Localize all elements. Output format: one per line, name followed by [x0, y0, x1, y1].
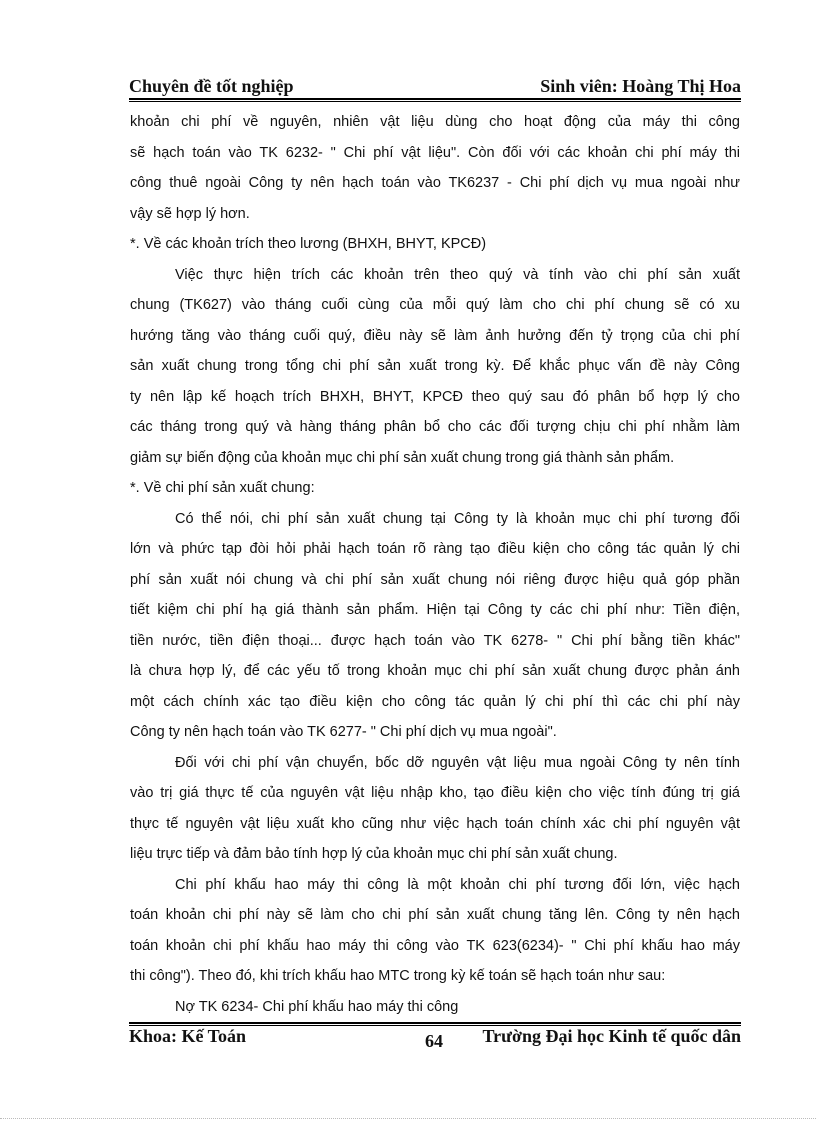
- text-line: phí sản xuất nói chung và chi phí sản xuất chung nói riêng được hiệu quả góp phần: [130, 571, 740, 588]
- text-line: công thuê ngoài Công ty nên hạch toán vào TK6237 - Chi phí dịch vụ mua ngoài như: [130, 175, 740, 191]
- page-footer: [129, 1026, 741, 1056]
- header-document-type: Chuyên đề tốt nghiệp: [129, 76, 294, 96]
- page-bottom-divider: [0, 1118, 816, 1119]
- text-line: chung (TK627) vào tháng cuối cùng của mỗi quý làm cho chi phí chung sẽ có xu: [130, 297, 740, 313]
- text-line: Việc thực hiện trích các khoản trên theo quý và tính vào chi phí sản xuất: [175, 266, 740, 283]
- text-line: thực tế nguyên vật liệu xuất kho cũng như việc hạch toán chính xác chi phí nguyên vật: [130, 815, 740, 832]
- text-line: lớn và phức tạp đòi hỏi phải hạch toán rõ ràng tạo điều kiện cho công tác quản lý chi: [130, 541, 740, 557]
- text-line: là chưa hợp lý, để các yếu tố trong khoản mục chi phí sản xuất chung được phản ánh: [130, 663, 740, 679]
- section-heading: *. Về chi phí sản xuất chung:: [130, 480, 315, 496]
- body-text: [130, 107, 740, 1022]
- footer-university: Trường Đại học Kinh tế quốc dân: [482, 1026, 741, 1046]
- header-rule-thin: [129, 101, 741, 102]
- text-line: hướng tăng vào tháng cuối quý, điều này sẽ làm ảnh hưởng đến tỷ trọng của chi phí: [130, 327, 740, 344]
- text-line: tiết kiệm chi phí hạ giá thành sản phẩm. Hiện tại Công ty các chi phí như: Tiền điện,: [130, 602, 740, 618]
- text-line: ty nên lập kế hoạch trích BHXH, BHYT, KPCĐ theo quý sau đó phân bổ hợp lý cho: [130, 388, 740, 405]
- text-line: khoản chi phí về nguyên, nhiên vật liệu dùng cho hoạt động của máy thi công: [130, 114, 740, 130]
- text-line: vậy sẽ hợp lý hơn.: [130, 205, 250, 222]
- text-line: Đối với chi phí vận chuyển, bốc dỡ nguyên vật liệu mua ngoài Công ty nên tính: [175, 754, 740, 771]
- text-line: Chi phí khấu hao máy thi công là một khoản chi phí tương đối lớn, việc hạch: [175, 876, 740, 893]
- text-line: toán khoản chi phí khấu hao máy thi công vào TK 623(6234)- " Chi phí khấu hao máy: [130, 937, 740, 954]
- text-line: Công ty nên hạch toán vào TK 6277- " Chi phí dịch vụ mua ngoài".: [130, 724, 557, 740]
- text-line: thi công"). Theo đó, khi trích khấu hao MTC trong kỳ kế toán sẽ hạch toán như sau:: [130, 968, 666, 984]
- section-heading: *. Về các khoản trích theo lương (BHXH, BHYT, KPCĐ): [130, 236, 487, 252]
- text-line: các tháng trong quý và hàng tháng phân bổ cho các đối tượng chịu chi phí nhằm làm: [130, 419, 740, 435]
- text-line: liệu trực tiếp và đảm bảo tính hợp lý của khoản mục chi phí sản xuất chung.: [130, 846, 618, 862]
- header-rule-thick: [129, 98, 741, 100]
- page-header: [129, 76, 741, 100]
- text-line: toán khoản chi phí này sẽ làm cho chi phí sản xuất chung tăng lên. Công ty nên hạch: [130, 907, 740, 923]
- footer-faculty: Khoa: Kế Toán: [129, 1026, 247, 1046]
- header-student-name: Sinh viên: Hoàng Thị Hoa: [540, 76, 741, 96]
- text-line: vào trị giá thực tế của nguyên vật liệu nhập kho, tạo điều kiện cho việc tính đúng trị giá: [130, 785, 740, 801]
- text-line: sản xuất chung trong tổng chi phí sản xuất trong kỳ. Để khắc phục vấn đề này Công: [130, 358, 740, 374]
- text-line: tiền nước, tiền điện thoại... được hạch toán vào TK 6278- " Chi phí bằng tiền khác": [130, 632, 740, 649]
- text-line: sẽ hạch toán vào TK 6232- " Chi phí vật liệu". Còn đối với các khoản chi phí máy thi: [130, 144, 740, 161]
- text-line: một cách chính xác tạo điều kiện cho công tác quản lý chi phí thì các chi phí này: [130, 693, 740, 710]
- text-line: giảm sự biến động của khoản mục chi phí sản xuất chung trong giá thành sản phẩm.: [130, 449, 675, 466]
- journal-entry-line: Nợ TK 6234- Chi phí khấu hao máy thi công: [175, 998, 459, 1015]
- page-number: 64: [425, 1031, 443, 1051]
- footer-rule-thick: [129, 1022, 741, 1024]
- text-line: Có thể nói, chi phí sản xuất chung tại Công ty là khoản mục chi phí tương đối: [175, 510, 740, 527]
